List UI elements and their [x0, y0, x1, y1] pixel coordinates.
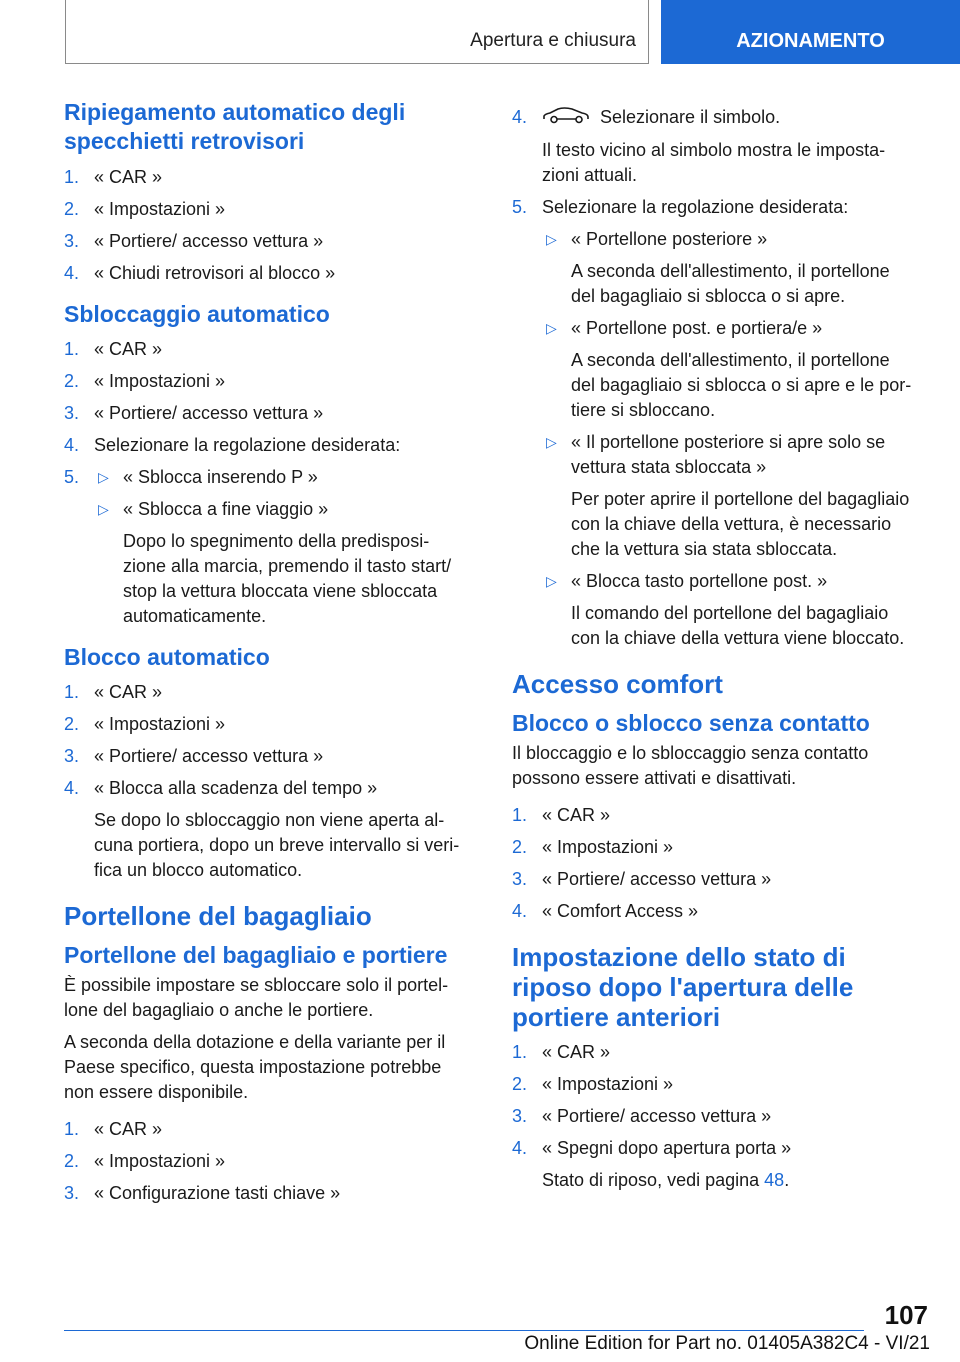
- right-column: [512, 105, 928, 1200]
- page-link[interactable]: 48: [764, 1169, 785, 1190]
- section-title-auto-lock: Blocco automatico: [64, 644, 270, 670]
- list-item: 5. Selezionare la regolazione desiderata: ▷ « Portellone posteriore » A seconda dell'allestimento, il portellone del bagagliaio si sblocca o si apre. ▷ « Portellone post. e portiera/e » A seconda dell'allestimento, il portellone del bagagliaio si sblocca o si apre e le por- tiere si sbloccano. ▷ « Il portellone posteriore si apre solo se vettura stata sbloccata » Per poter aprire il portellone del bagagliaio con la chiave della vettura, è necessario che la vettura sia stata sbloccata. ▷ « Blocca tasto portellone post. » Il comando del portellone del bagagliaio con la chiave della vettura viene bloccato.: [512, 196, 912, 648]
- paragraph: È possibile impostare se sbloccare solo il portel- lone del bagagliaio o anche le portiere.: [64, 975, 449, 1020]
- list-item: 3. « Portiere/ accesso vettura »: [512, 1105, 772, 1126]
- list-item: 4. « Blocca alla scadenza del tempo » Se dopo lo sbloccaggio non viene aperta al- cuna portiera, dopo un breve intervallo si veri- fica un blocco automatico.: [64, 778, 460, 880]
- subsection-title-tailgate-doors: Portellone del bagagliaio e portiere: [64, 942, 448, 968]
- auto-unlock-steps: [64, 337, 480, 629]
- list-item: 4. Selezionare la regolazione desiderata:: [64, 435, 401, 455]
- list-item: 3. « Configurazione tasti chiave »: [64, 1183, 341, 1203]
- list-item: 3. « Portiere/ accesso vettura »: [64, 403, 324, 423]
- list-item: 4. Selezionare il simbolo. Il testo vicino al simbolo mostra le imposta- zioni attuali.: [512, 107, 886, 185]
- paragraph: Il bloccaggio e lo sbloccaggio senza contatto possono essere attivati e disattivati.: [512, 742, 869, 788]
- paragraph: A seconda della dotazione e della variante per il Paese specifico, questa impostazione potrebbe non essere disponibile.: [64, 1032, 446, 1102]
- list-item: 4. « Comfort Access »: [512, 900, 699, 921]
- triangle-bullet-icon: ▷: [546, 433, 557, 450]
- header-box: [65, 0, 649, 64]
- triangle-bullet-icon: ▷: [546, 230, 557, 247]
- car-symbol-icon: [542, 106, 590, 131]
- list-item: 2. « Impostazioni »: [512, 1073, 674, 1094]
- triangle-bullet-icon: ▷: [98, 469, 109, 485]
- list-item: 2. « Impostazioni »: [512, 836, 674, 857]
- page-number: 107: [884, 1300, 928, 1330]
- rest-state-steps: [512, 1040, 928, 1193]
- mirrors-steps: [64, 165, 480, 286]
- list-item: 3. « Portiere/ accesso vettura »: [64, 746, 324, 766]
- triangle-bullet-icon: ▷: [546, 572, 557, 589]
- list-item: 3. « Portiere/ accesso vettura »: [64, 231, 324, 251]
- list-item: 1. « CAR »: [64, 682, 163, 702]
- list-item: 1. « CAR »: [64, 167, 163, 187]
- section-title-comfort-access: Accesso comfort: [512, 668, 723, 699]
- list-item: 1. « CAR »: [512, 804, 611, 825]
- tailgate-steps-continued: [512, 105, 928, 651]
- list-item: 1. « CAR »: [64, 1119, 163, 1139]
- auto-lock-steps: [64, 680, 480, 883]
- section-title-tailgate: Portellone del bagagliaio: [64, 901, 372, 931]
- list-item: 1. « CAR »: [64, 339, 163, 359]
- list-item: 1. « CAR »: [512, 1041, 611, 1062]
- footer-edition: Online Edition for Part no. 01405A382C4 - VI/21: [524, 1333, 930, 1354]
- header-tab[interactable]: AZIONAMENTO: [661, 0, 960, 64]
- comfort-access-steps: [512, 803, 928, 924]
- tailgate-steps: [64, 1117, 480, 1206]
- footer-divider: [64, 1330, 864, 1331]
- triangle-bullet-icon: ▷: [546, 319, 557, 336]
- list-item: 2. « Impostazioni »: [64, 714, 226, 734]
- list-item: 2. « Impostazioni »: [64, 1151, 226, 1171]
- list-item: 2. « Impostazioni »: [64, 199, 226, 219]
- list-item: 5. ▷ « Sblocca inserendo P » ▷ « Sblocca a fine viaggio » Dopo lo spegnimento della predisposi- zione alla marcia, premendo il tasto start/ stop la vettura bloccata viene sbloccata automaticamente.: [64, 467, 452, 626]
- section-title-rest-state: Impostazione dello stato di riposo dopo l'apertura delle portiere anteriori: [512, 941, 854, 1032]
- left-column: [64, 98, 480, 1213]
- header-title: Apertura e chiusura: [470, 30, 636, 51]
- section-title-auto-unlock: Sbloccaggio automatico: [64, 301, 330, 327]
- section-title-mirrors: Ripiegamento automatico degli specchietti retrovisori: [64, 99, 406, 154]
- list-item: 3. « Portiere/ accesso vettura »: [512, 868, 772, 889]
- list-item: 4. « Chiudi retrovisori al blocco »: [64, 263, 336, 283]
- subsection-title-contactless: Blocco o sblocco senza contatto: [512, 709, 870, 736]
- list-item: 4. « Spegni dopo apertura porta » Stato di riposo, vedi pagina 48.: [512, 1137, 792, 1190]
- triangle-bullet-icon: ▷: [98, 501, 109, 517]
- list-item: 2. « Impostazioni »: [64, 371, 226, 391]
